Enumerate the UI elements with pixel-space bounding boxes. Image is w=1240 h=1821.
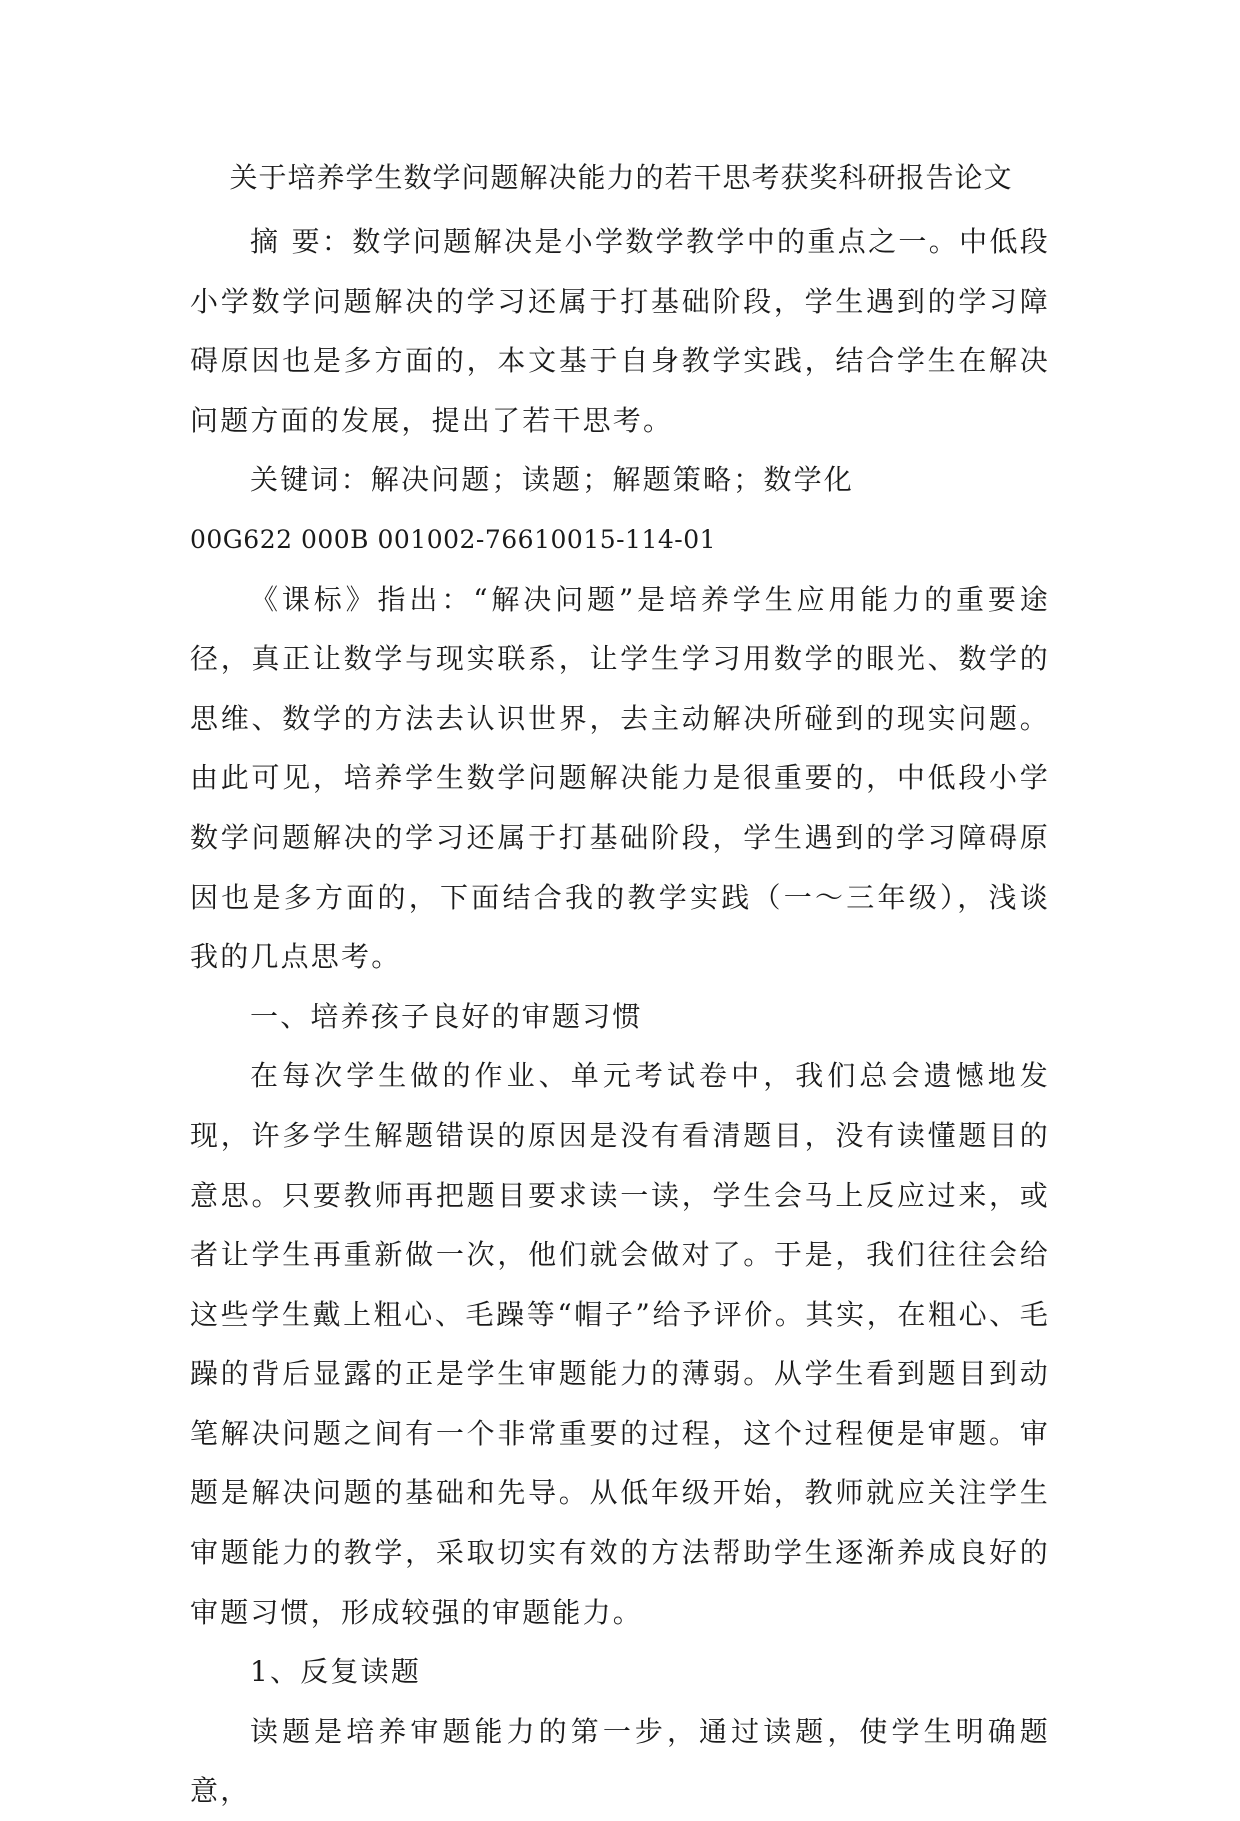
section-heading: 一、培养孩子良好的审题习惯 bbox=[250, 999, 643, 1033]
abstract-paragraph: 摘 要：数学问题解决是小学数学教学中的重点之一。中低段小学数学问题解决的学习还属于打基础阶段，学生遇到的学习障碍原因也是多方面的，本文基于自身教学实践，结合学生在解决问题方面的发展，提出了若干思考。 bbox=[190, 225, 1050, 437]
document-body bbox=[190, 212, 1050, 1821]
classification-code: 00G622 000B 001002-76610015-114-01 bbox=[190, 524, 717, 554]
section-paragraph: 在每次学生做的作业、单元考试卷中，我们总会遗憾地发现，许多学生解题错误的原因是没有看清题目，没有读懂题目的意思。只要教师再把题目要求读一读，学生会马上反应过来，或者让学生再重新做一次，他们就会做对了。于是，我们往往会给这些学生戴上粗心、毛躁等“帽子”给予评价。其实，在粗心、毛躁的背后显露的正是学生审题能力的薄弱。从学生看到题目到动笔解决问题之间有一个非常重要的过程，这个过程便是审题。审题是解决问题的基础和先导。从低年级开始，教师就应关注学生审题能力的教学，采取切实有效的方法帮助学生逐渐养成良好的审题习惯，形成较强的审题能力。 bbox=[190, 1059, 1050, 1629]
keywords-paragraph: 关键词：解决问题；读题；解题策略；数学化 bbox=[250, 463, 855, 497]
subsection-heading: 1、反复读题 bbox=[250, 1655, 422, 1689]
subsection-paragraph: 读题是培养审题能力的第一步，通过读题，使学生明确题意， bbox=[190, 1714, 1050, 1808]
intro-paragraph: 《课标》指出：“解决问题”是培养学生应用能力的重要途径，真正让数学与现实联系，让学生学习用数学的眼光、数学的思维、数学的方法去认识世界，去主动解决所碰到的现实问题。由此可见，培养学生数学问题解决能力是很重要的，中低段小学数学问题解决的学习还属于打基础阶段，学生遇到的学习障碍原因也是多方面的，下面结合我的教学实践（一～三年级），浅谈我的几点思考。 bbox=[190, 582, 1050, 974]
document-title: 关于培养学生数学问题解决能力的若干思考获奖科研报告论文 bbox=[229, 161, 1013, 194]
